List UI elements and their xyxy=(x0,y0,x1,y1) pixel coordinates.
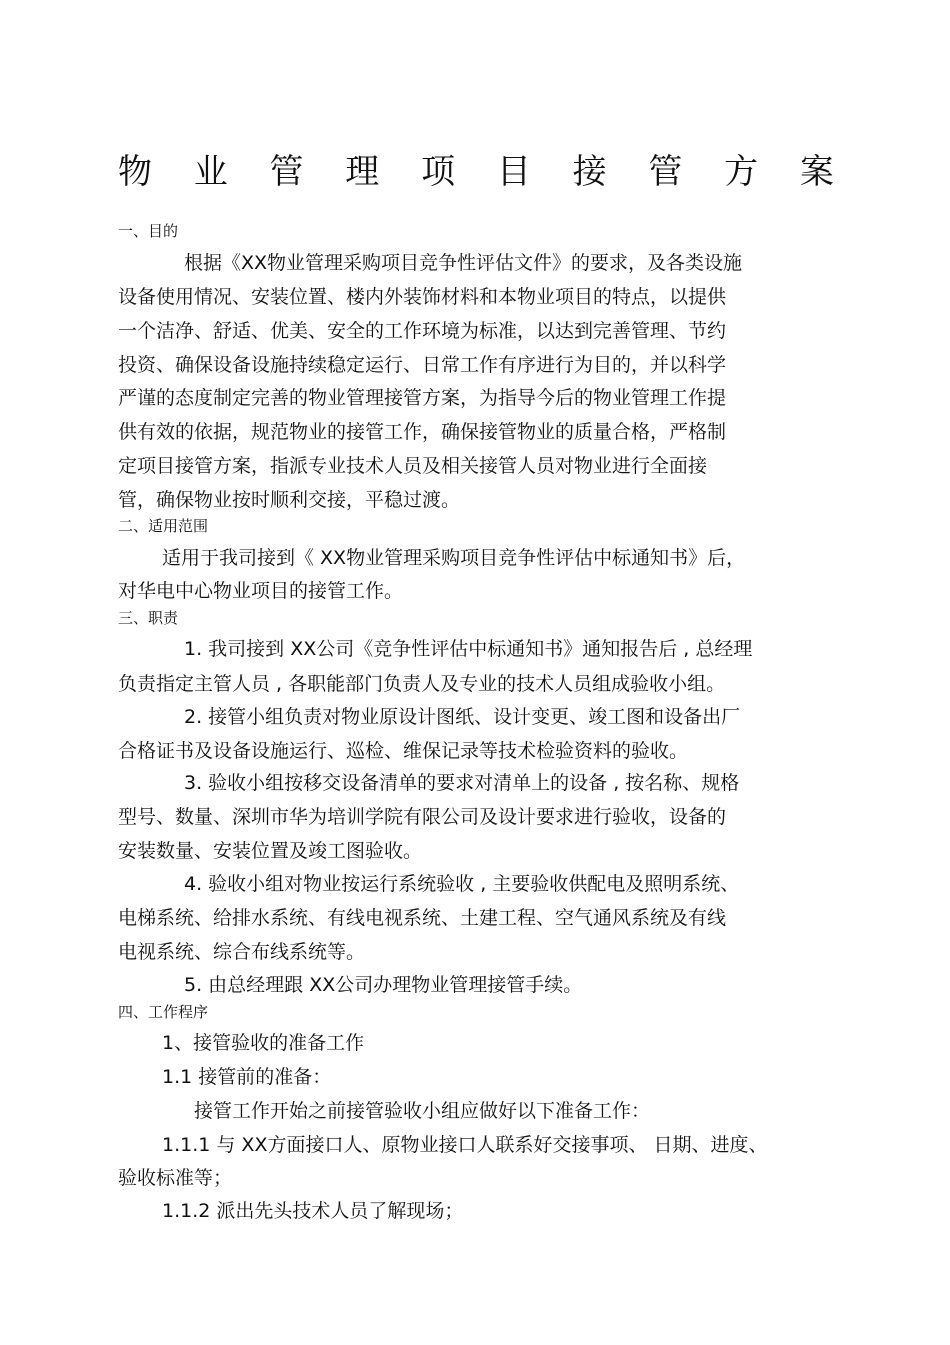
section-heading-h1: 一、目的 xyxy=(118,222,179,240)
section-heading-h3: 三、职责 xyxy=(118,609,179,627)
text-line-p3-5: 3. 验收小组按移交设备清单的要求对清单上的设备 , 按名称、规格 xyxy=(184,772,740,794)
text-line-p2-2: 对华电中心物业项目的接管工作。 xyxy=(118,580,404,602)
section-heading-h4: 四、工作程序 xyxy=(118,1003,209,1021)
text-line-p3-9: 电梯系统、给排水系统、有线电视系统、土建工程、空气通风系统及有线 xyxy=(118,907,727,929)
section-heading-h2: 二、适用范围 xyxy=(118,517,209,535)
text-line-p3-6: 型号、数量、深圳市华为培训学院有限公司及设计要求进行验收，设备的 xyxy=(118,806,727,828)
text-line-p4-4: 1.1.1 与 XX方面接口人、原物业接口人联系好交接事项、 日期、进度、 xyxy=(162,1134,768,1156)
title-char: 物 xyxy=(118,152,152,192)
text-line-p1-4: 投资、确保设备设施持续稳定运行、日常工作有序进行为目的，并以科学 xyxy=(118,354,727,376)
text-line-p3-11: 5. 由总经理跟 XX公司办理物业管理接管手续。 xyxy=(184,974,583,996)
title-char: 项 xyxy=(421,152,456,192)
text-line-p1-3: 一个洁净、舒适、优美、安全的工作环境为标准，以达到完善管理、节约 xyxy=(118,320,727,342)
text-line-p3-10: 电视系统、综合布线系统等。 xyxy=(118,941,366,963)
text-line-p4-6: 1.1.2 派出先头技术人员了解现场； xyxy=(162,1200,464,1222)
text-line-p3-3: 2. 接管小组负责对物业原设计图纸、设计变更、竣工图和设备出厂 xyxy=(184,706,741,728)
text-line-p1-1: 根据《XX物业管理采购项目竞争性评估文件》的要求，及各类设施 xyxy=(184,252,743,274)
title-char: 管 xyxy=(648,152,683,192)
text-line-p1-5: 严谨的态度制定完善的物业管理接管方案，为指导今后的物业管理工作提 xyxy=(118,387,727,409)
title-char: 方 xyxy=(724,152,759,192)
title-char: 业 xyxy=(193,152,228,192)
text-line-p1-7: 定项目接管方案，指派专业技术人员及相关接管人员对物业进行全面接 xyxy=(118,455,708,477)
title-char: 理 xyxy=(345,152,380,192)
text-line-p1-6: 供有效的依据，规范物业的接管工作，确保接管物业的质量合格，严格制 xyxy=(118,421,727,443)
text-line-p4-2: 1.1 接管前的准备： xyxy=(162,1066,332,1088)
document-title xyxy=(118,150,834,194)
title-char: 目 xyxy=(496,152,531,192)
text-line-p4-5: 验收标准等； xyxy=(118,1167,233,1189)
text-line-p1-8: 管，确保物业按时顺利交接，平稳过渡。 xyxy=(118,489,461,511)
text-line-p3-4: 合格证书及设备设施运行、巡检、维保记录等技术检验资料的验收。 xyxy=(118,740,689,762)
title-char: 管 xyxy=(269,152,304,192)
text-line-p3-2: 负责指定主管人员 , 各职能部门负责人及专业的技术人员组成验收小组。 xyxy=(118,673,726,695)
text-line-p3-1: 1. 我司接到 XX公司《竞争性评估中标通知书》通知报告后 , 总经理 xyxy=(184,638,753,660)
text-line-p1-2: 设备使用情况、安装位置、楼内外装饰材料和本物业项目的特点，以提供 xyxy=(118,286,727,308)
text-line-p2-1: 适用于我司接到《 XX物业管理采购项目竞争性评估中标通知书》后， xyxy=(162,547,746,569)
text-line-p3-7: 安装数量、安装位置及竣工图验收。 xyxy=(118,840,423,862)
text-line-p4-1: 1、接管验收的准备工作 xyxy=(162,1032,365,1054)
text-line-p4-3: 接管工作开始之前接管验收小组应做好以下准备工作： xyxy=(194,1100,651,1122)
text-line-p3-8: 4. 验收小组对物业按运行系统验收 , 主要验收供配电及照明系统、 xyxy=(184,873,740,895)
title-char: 接 xyxy=(572,152,607,192)
title-char: 案 xyxy=(799,152,834,192)
